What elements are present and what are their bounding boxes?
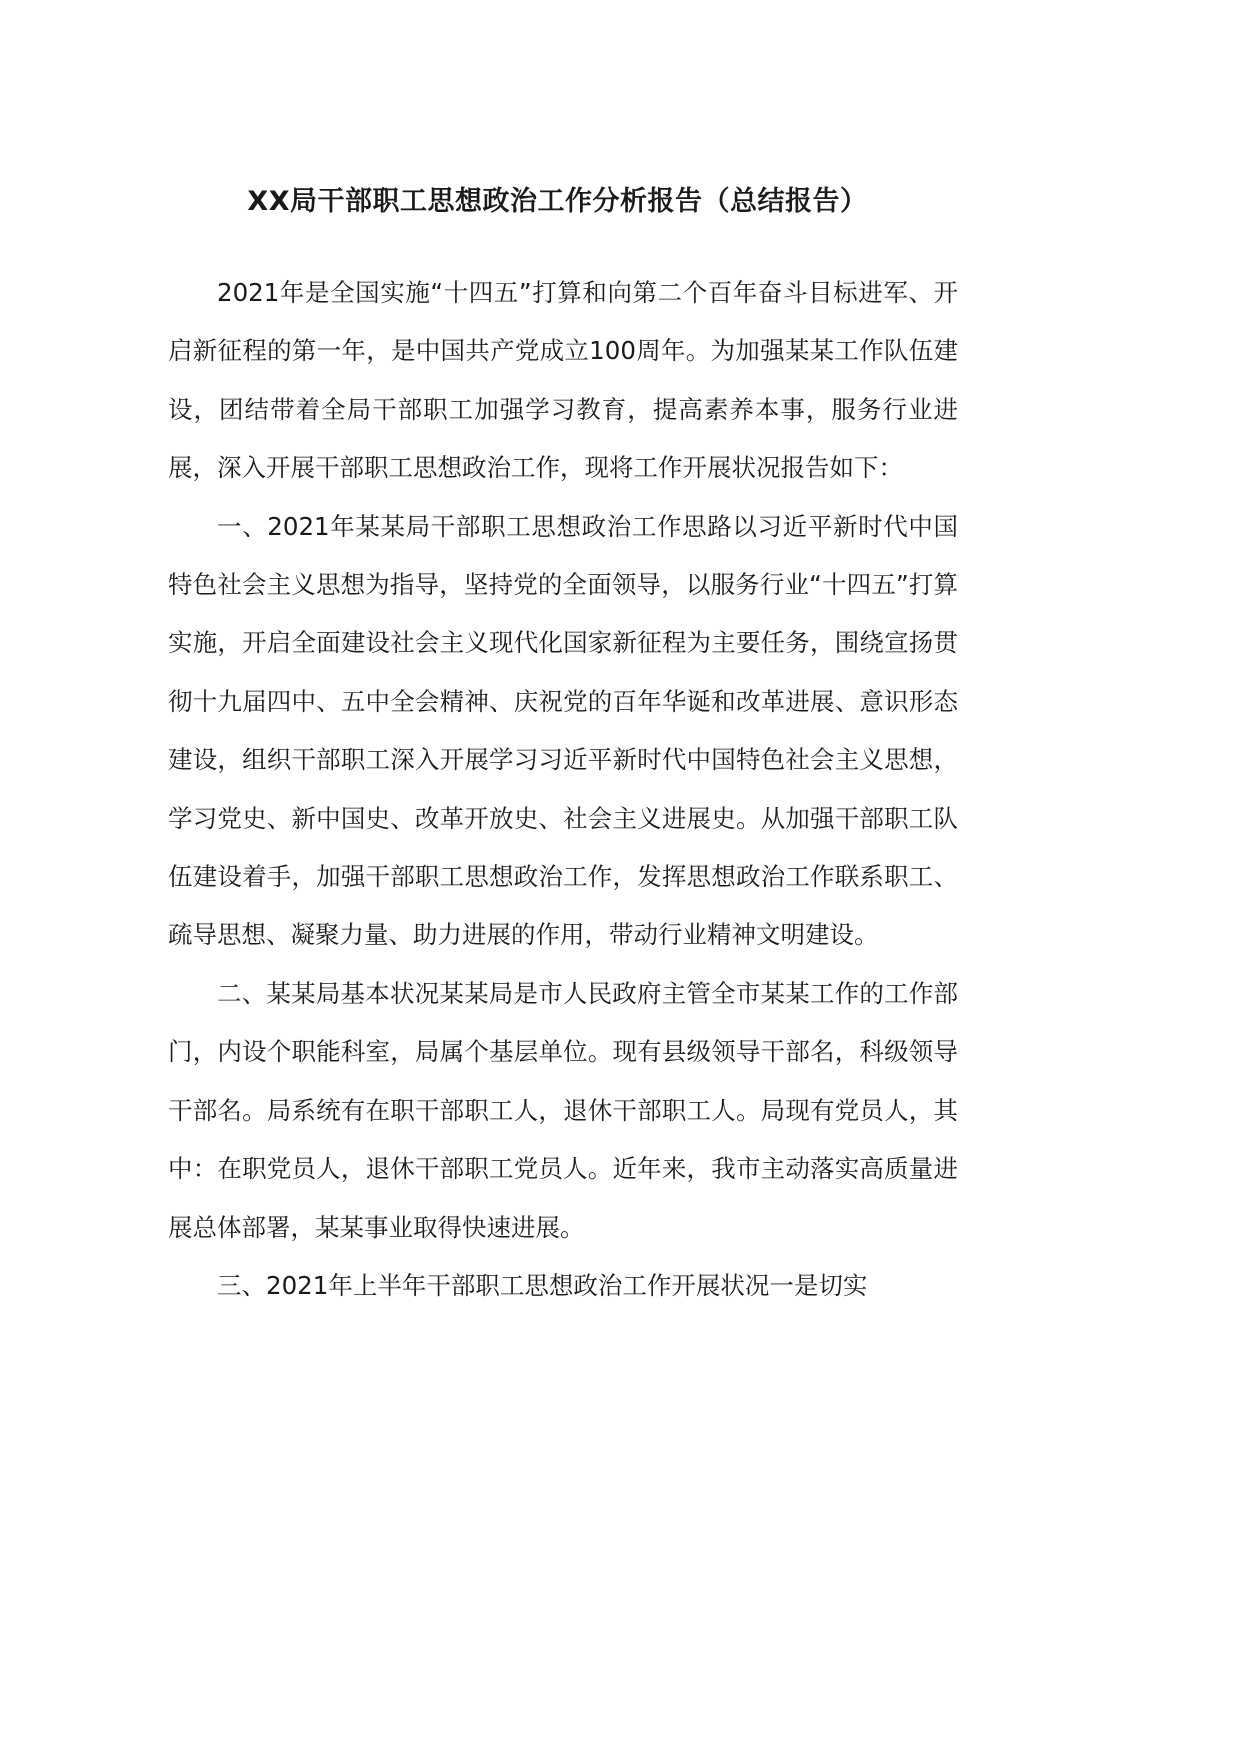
paragraph-section-three: 三、2021年上半年干部职工思想政治工作开展状况一是切实: [217, 1270, 868, 1300]
paragraph-intro: 2021年是全国实施“十四五”打算和向第二个百年奋斗目标进军、开启新征程的第一年，是中国共产党成立100周年。为加强某某工作队伍建设，团结带着全局干部职工加强学习教育，提高素养本事，服务行业进展，深入开展干部职工思想政治工作，现将工作开展状况报告如下：: [168, 278, 958, 483]
paragraph-section-two: 二、某某局基本状况某某局是市人民政府主管全市某某工作的工作部门，内设个职能科室，局属个基层单位。现有县级领导干部名，科级领导干部名。局系统有在职干部职工人，退休干部职工人。局现有党员人，其中：在职党员人，退休干部职工党员人。近年来，我市主动落实高质量进展总体部署，某某事业取得快速进展。: [168, 978, 958, 1242]
document-body: [168, 264, 958, 1315]
paragraph-section-one: 一、2021年某某局干部职工思想政治工作思路以习近平新时代中国特色社会主义思想为指导，坚持党的全面领导，以服务行业“十四五”打算实施，开启全面建设社会主义现代化国家新征程为主要任务，围绕宣扬贯彻十九届四中、五中全会精神、庆祝党的百年华诞和改革进展、意识形态建设，组织干部职工深入开展学习习近平新时代中国特色社会主义思想，学习党史、新中国史、改革开放史、社会主义进展史。从加强干部职工队伍建设着手，加强干部职工思想政治工作，发挥思想政治工作联系职工、疏导思想、凝聚力量、助力进展的作用，带动行业精神文明建设。: [168, 511, 958, 950]
document-title: XX局干部职工思想政治工作分析报告（总结报告）: [247, 186, 868, 217]
